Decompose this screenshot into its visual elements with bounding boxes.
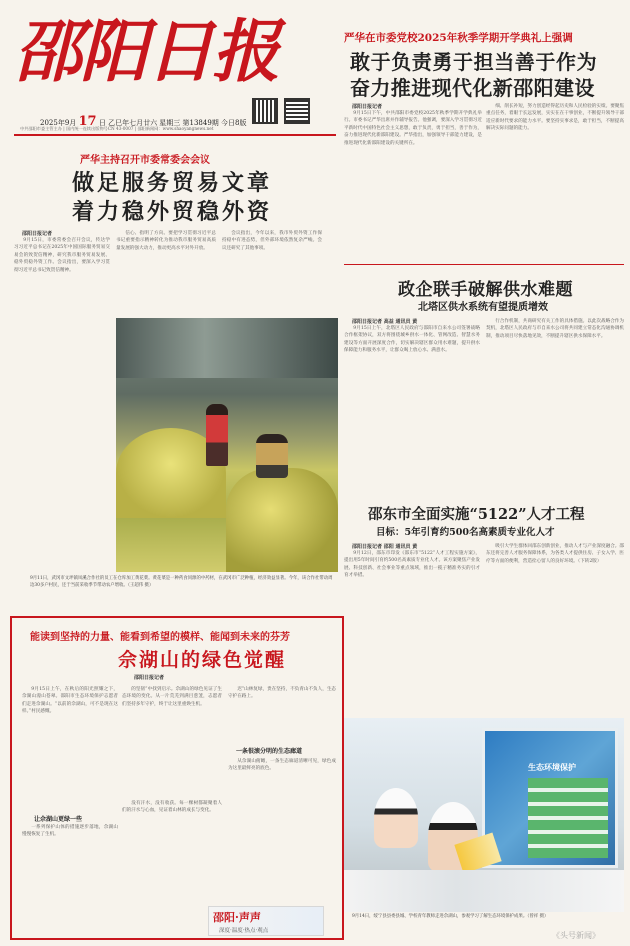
lead-byline: 邵阳日报记者 [352,104,383,110]
feature-subhead-1: 让佘湖山更绿一些 [34,816,83,823]
photo-pile-right [226,468,338,572]
talent-col-2: 吸引大学生群体回邵东创新创业，推动人才与产业深度融合。邵东还将完善人才服务保障体系，为各类人才提供住房、子女入学、医疗等方面的便利，营造拴心留人的良好环境。（下转2版） [486,544,624,564]
meeting-col-3: 会议指出，今年以来，我市外贸外资工作保持稳中有进态势，但外部环境依然复杂严峻。会议还研究了其他事项。 [222,231,322,251]
feature-subhead-2: 一条很滚分明的生态廊道 [236,748,303,755]
feature-col-2: 的坚韧”中找到启示。佘湖山的绿色见证了生态环境的变化。从一片荒芜到满目葱茏，志愿者们坚持多年守护，终于让这里重焕生机。 [122,687,222,707]
lead-col-1: 9月15日下午，中共邵阳市委党校2025年秋季学期开学典礼举行。市委书记严华出席并作辅导报告。他强调，要深入学习贯彻习近平新时代中国特色社会主义思想，敢于负责，勇于担当，善于作为，奋力推进现代化新邵阳建设。严华指出，加强领导干部能力建设，是推进现代化新邵阳建设的关键所在。 [344,111,482,146]
lead-title-1: 敢于负责勇于担当善于作为 [350,50,598,74]
talent-byline: 邵阳日报记者 邵阳 通讯员 黄 [352,544,418,550]
water-byline: 邵阳日报记者 高益 通讯员 黄 [352,319,418,325]
display-panel-green [528,778,608,858]
feature-col-3: 迟”山林复绿，贵在坚持，不负青山不负人，生态守护在路上。 [228,687,336,700]
feature-kicker: 能读到坚持的力量、能看到希望的模样、能闻到未来的芬芳 [30,632,290,643]
photo-machine [116,318,338,378]
lead-col-2: 细、削长补短，努力创造经得起历史和人民检验的实绩。要聚焦重点任务，着眼于长远发展，实实在在干事创业，不断提升领导干部适应新时代要求的能力水平。要坚持实事求是，敢于担当，不断提高解决实际问题的能力。 [486,104,624,132]
lead-title-2: 奋力推进现代化新邵阳建设 [350,76,595,100]
meeting-col-2: 信心、指明了方向。要把学习贯彻习近平总书记重要指示精神转化为推动我市服务贸易高质量发展的强大动力，推动更高水平对外开放。 [116,231,216,251]
feature-title: 佘湖山的绿色觉醒 [118,649,287,671]
weibo-badge-sub: 深度·温度·热点·观点 [219,928,269,934]
water-subtitle: 北塔区供水系统有望提质增效 [418,302,548,313]
masthead-rule [14,134,336,136]
visitor-shirts [344,870,624,912]
daylily-photo-caption: 9月11日，武冈市文坪镇凤溪合作社的员工在仓库加工黄花菜。黄花菜是一种药食同源的中药材，在武冈市广泛种植，经济效益显著。今年，该合作社带动周边30多户村民，还于当前采收季节带动农户增收。（王超伟 摄） [30,576,333,588]
talent-col-1: 9月12日，邵东市印发《邵东市“5122”人才工程实施方案》，提出用5年时间引育约500名高素质专业化人才。该方案聚焦产业发展、科技创新、社会事业等重点领域，推出一揽子精准务实的引才育才举措。 [344,551,480,579]
visitor-cap-1 [374,788,418,848]
worker-kneeling [256,434,288,478]
meeting-byline: 邵阳日报记者 [22,231,53,237]
meeting-title-1: 做足服务贸易文章 [72,170,273,196]
water-title: 政企联手破解供水难题 [398,280,573,300]
water-top-rule [344,264,624,265]
feature-col-1: 9月15日上午，在秋后的阳光照耀之下，佘湖山漫山苍翠。邵阳市生态环境保护志愿者们走进佘湖山。“以前的佘湖山，可不是现在这样。”村民感慨。 [22,687,118,715]
daylily-photo [116,318,338,572]
masthead-name: 邵阳日报 [14,12,279,92]
exhibition-caption: 9月14日，绥宁县县委县城、学校青年教师走进佘湖山，参观学习了解生态环境保护成果。（曾祥 摄） [352,914,549,919]
water-col-2: 行合作机制，共商研究有关工作的具体措施。以此次战略合作为契机，北塔区人民政府与市自来水公司将共同建立常态化沟通协调机制，推动项目尽快落地见效，不断提升辖区供水保障水平。 [486,319,624,339]
exhibition-photo [344,718,624,912]
qr-code-left [252,98,278,124]
feature-col-1b: 一系列保护山体的措施逐步落地，佘湖山慢慢恢复了生机。 [22,825,118,838]
worker-red-shirt [206,404,228,466]
masthead-date: 2025年9月 17 日 乙巳年七月廿六 星期三 第13849期 今日8版 [40,114,247,129]
weibo-badge [208,906,324,936]
water-col-1: 9月15日上午，北塔区人民政府与邵阳市自来水公司签署战略合作框架协议，双方将围绕城乡供水一体化、管网改造、智慧水务建设等方面开展深度合作，切实解决辖区群众用水难题，提升供水保障能力和服务水平，让群众喝上放心水、满意水。 [344,326,480,354]
display-board-sign: 生态环境保护 [528,762,576,772]
feature-col-2b: 没有汗水，没有收获。每一棵树都凝聚着人们的汗水与心血，见证着山林的成长与变化。 [122,801,222,814]
meeting-kicker: 严华主持召开市委常委会会议 [80,155,210,166]
weibo-badge-label: 邵阳·声声 [213,911,261,924]
feature-byline: 邵阳日报记者 [134,675,165,681]
source-watermark: 《头号新闻》 [552,931,600,940]
lead-kicker: 严华在市委党校2025年秋季学期开学典礼上强调 [344,32,573,44]
talent-title: 邵东市全面实施“5122”人才工程 [368,506,585,523]
qr-code-right [284,98,310,124]
meeting-col-1: 9月15日，市委常委会召开会议，传达学习习近平总书记在2025年中国国际服务贸易交易会的致贺信精神，研究我市服务贸易发展、稳外贸稳外资工作。会议指出，要深入学习贯彻习近平总书记致贺信精神。 [14,238,110,273]
meeting-title-2: 着力稳外贸稳外资 [72,199,273,225]
feature-col-3b: 从佘湖山俯瞰，一条生态廊道清晰可见，绿色成为这里最鲜亮的底色。 [228,759,336,772]
masthead-issn: 中共邵阳市委主管主办 | 国内统一连续出版物号CN 43-0007 | 邵阳新闻网：www.shaoyangnews.net [20,126,214,131]
talent-subtitle: 目标：5年引育约500名高素质专业化人才 [376,527,555,538]
